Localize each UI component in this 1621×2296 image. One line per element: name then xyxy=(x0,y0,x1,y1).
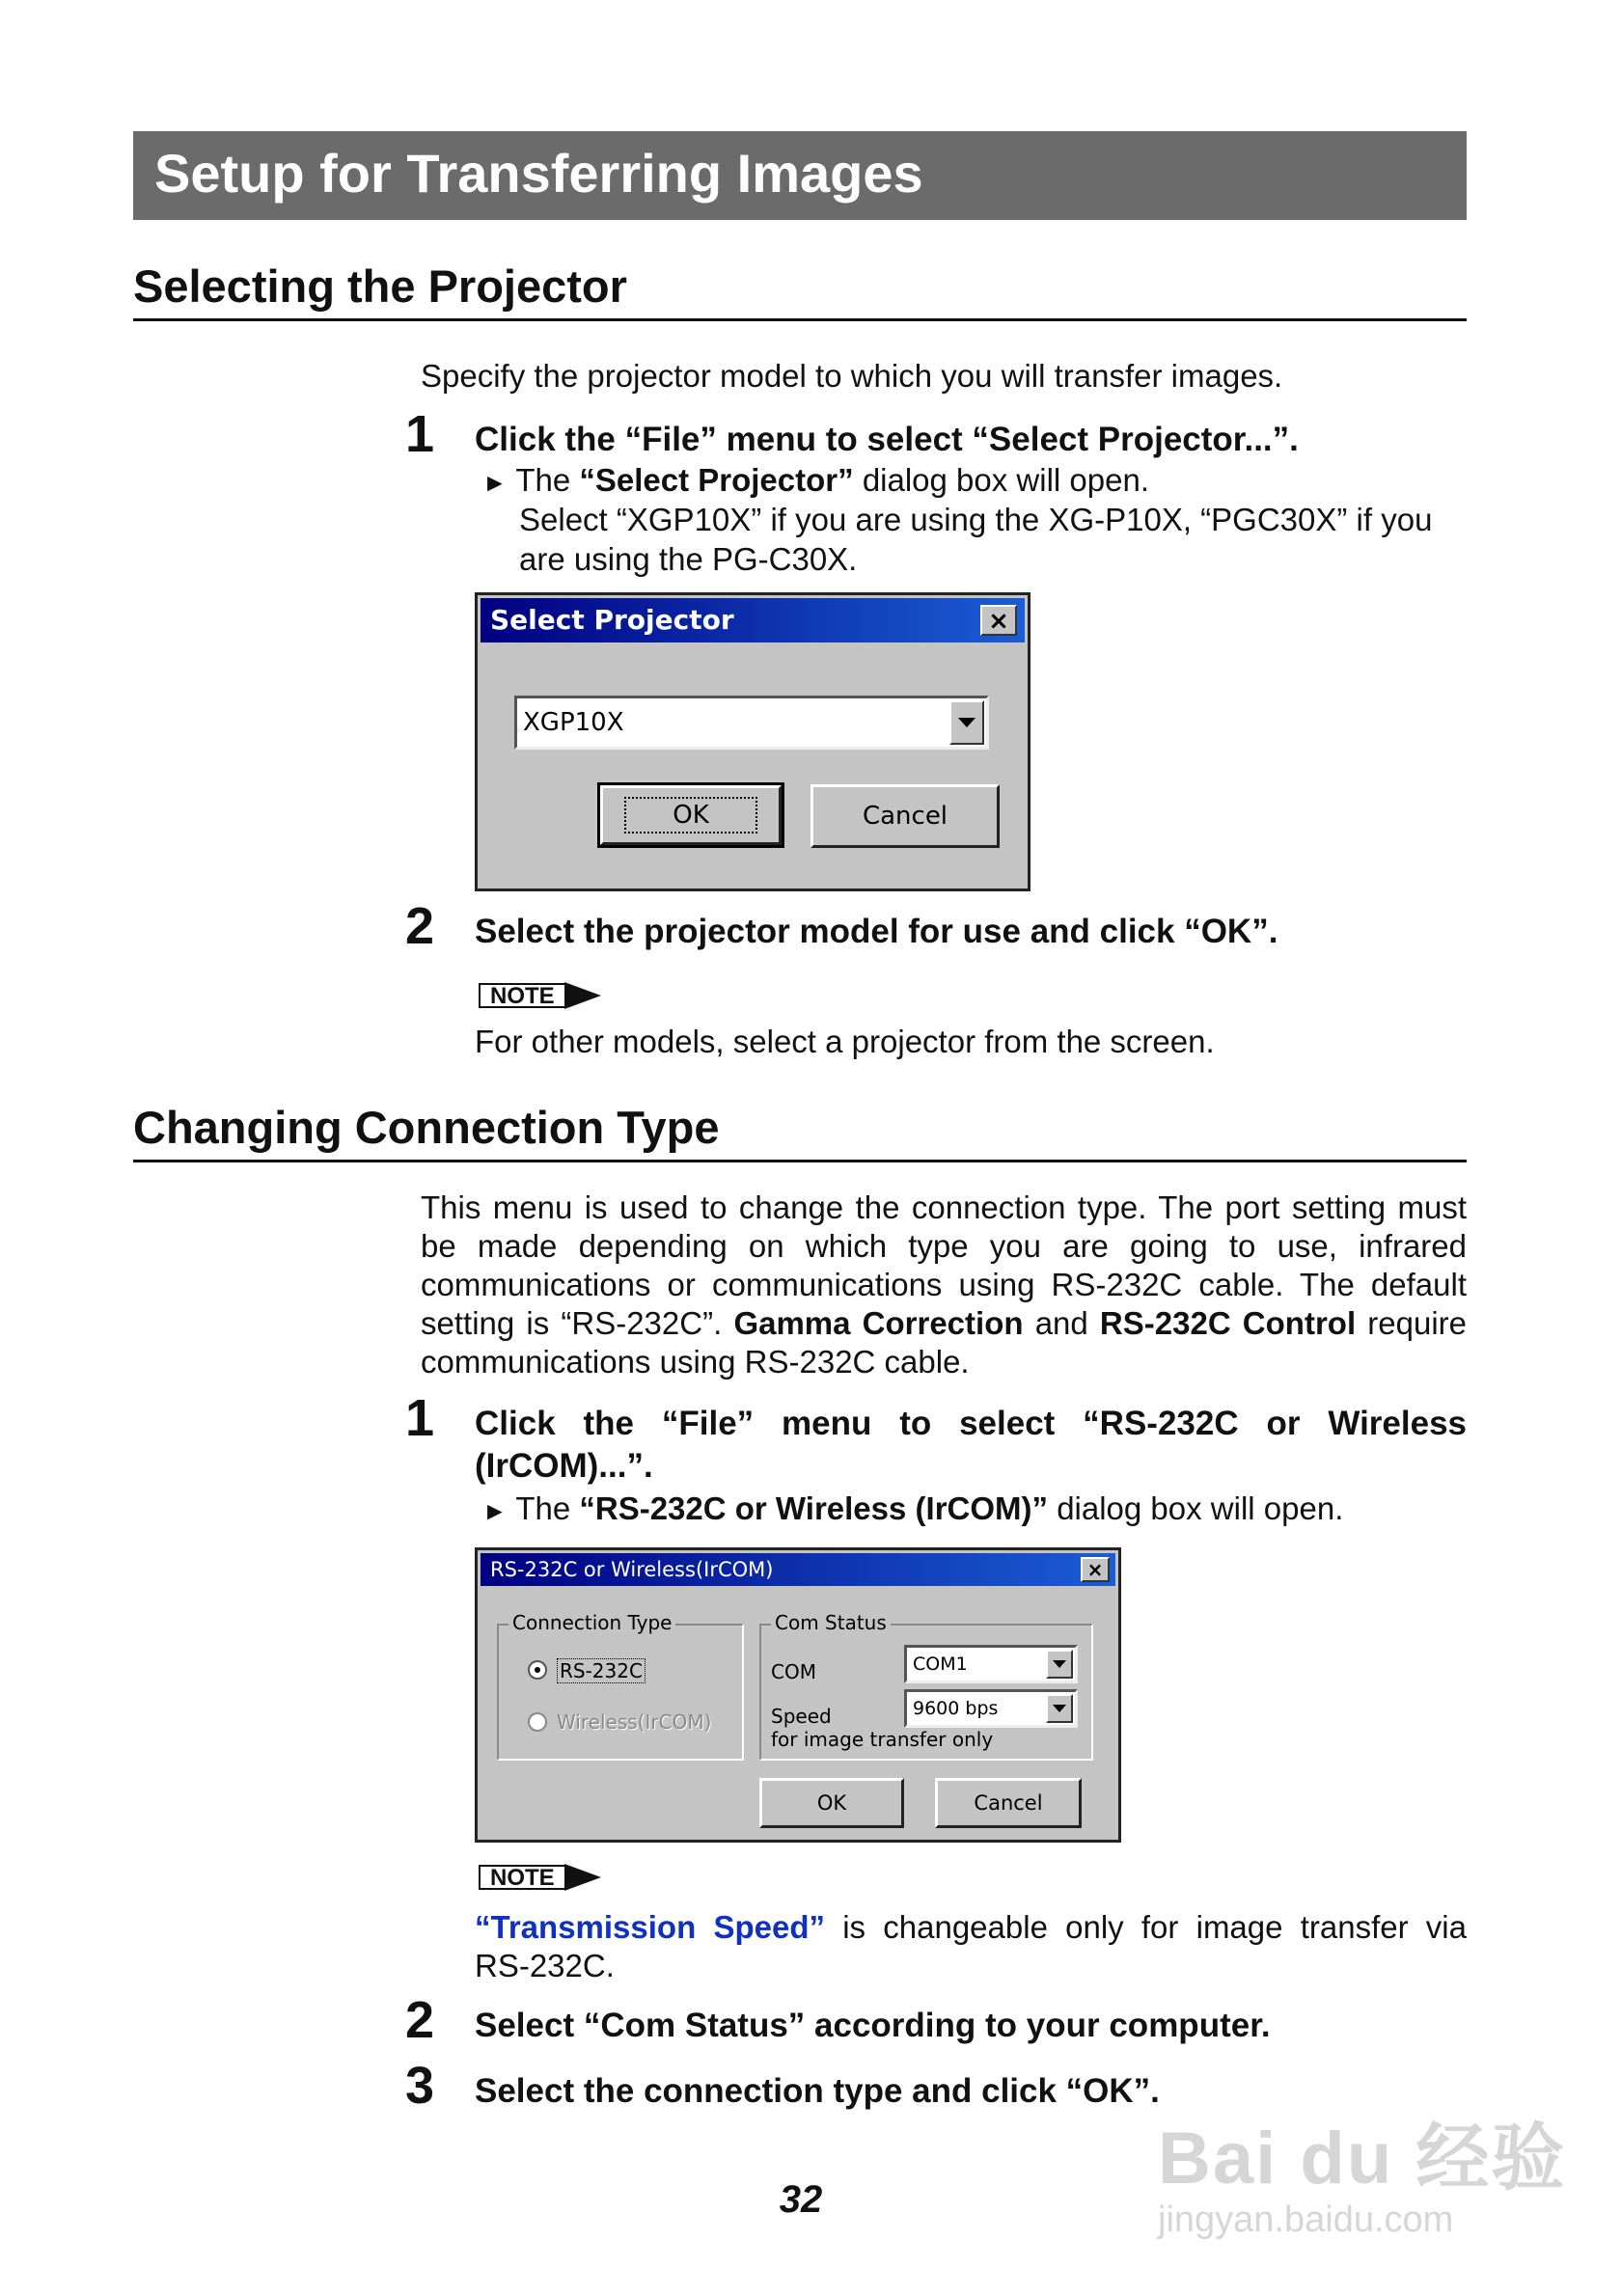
com-value: COM1 xyxy=(913,1654,968,1675)
dialog-titlebar xyxy=(481,598,1025,642)
section1-intro: Specify the projector model to which you will transfer images. xyxy=(421,358,1283,394)
step-number: 3 xyxy=(405,2057,435,2115)
section-heading-selecting-projector xyxy=(133,260,1467,321)
step-number: 2 xyxy=(405,897,435,955)
section-heading-connection-type xyxy=(133,1102,1467,1162)
step-result: ► The “RS-232C or Wireless (IrCOM)” dialog box will open. xyxy=(482,1490,1344,1526)
note-badge xyxy=(479,982,601,1009)
dialog-title: Select Projector xyxy=(490,604,734,636)
watermark-url: jingyan.baidu.com xyxy=(1158,2200,1454,2240)
speed-value: 9600 bps xyxy=(913,1698,999,1719)
note-text: “Transmission Speed” is changeable only for image transfer via xyxy=(475,1909,1467,1945)
com-status-group xyxy=(759,1611,1093,1761)
section2-paragraph: This menu is used to change the connection type. The port setting must be made depending on which type you are going to use, infrared communications or communications using RS-232C cable. The default setting is “RS-232C”. Gamma Correction and RS-232C Control require communications using RS-232C cable. xyxy=(421,1189,1468,1380)
com-select[interactable] xyxy=(904,1645,1078,1683)
dropdown-arrow-icon[interactable] xyxy=(1046,1650,1073,1679)
connection-type-group xyxy=(497,1611,744,1761)
step-instruction-cont: (IrCOM)...”. xyxy=(475,1447,653,1485)
step-number: 1 xyxy=(405,405,435,463)
step-instruction: Click the “File” menu to select “RS-232C or Wireless xyxy=(475,1405,1467,1442)
combo-value: XGP10X xyxy=(523,708,624,737)
page-banner xyxy=(133,131,1467,220)
step-number: 1 xyxy=(405,1389,435,1447)
note-text: For other models, select a projector from the screen. xyxy=(475,1024,1215,1059)
radio-rs232c[interactable] xyxy=(528,1660,547,1680)
radio-wireless[interactable] xyxy=(528,1712,547,1732)
projector-combo[interactable] xyxy=(514,696,989,750)
step-instruction: Select the projector model for use and click “OK”. xyxy=(475,913,1278,950)
note-badge xyxy=(479,1864,601,1891)
dialog-title: RS-232C or Wireless(IrCOM) xyxy=(490,1558,774,1581)
note-arrow-icon xyxy=(564,1864,601,1891)
step-detail-line: Select “XGP10X” if you are using the XG-P10X, “PGC30X” if you xyxy=(519,502,1433,537)
group-label: Connection Type xyxy=(508,1612,675,1633)
section2-title: Changing Connection Type xyxy=(133,1102,720,1153)
section1-title: Selecting the Projector xyxy=(133,260,627,312)
dialog-titlebar xyxy=(481,1553,1115,1586)
note-label: NOTE xyxy=(479,1865,566,1890)
banner-title: Setup for Transferring Images xyxy=(154,143,923,204)
rs232c-wireless-dialog xyxy=(475,1547,1121,1843)
dropdown-arrow-icon[interactable] xyxy=(1046,1694,1073,1723)
step-number: 2 xyxy=(405,1991,435,2049)
page-number: 32 xyxy=(779,2178,823,2221)
step-result: ► The “Select Projector” dialog box will open. xyxy=(482,462,1150,498)
step-instruction: Select “Com Status” according to your computer. xyxy=(475,2007,1271,2044)
step-instruction: Click the “File” menu to select “Select Projector...”. xyxy=(475,421,1299,458)
speed-select[interactable] xyxy=(904,1689,1078,1728)
group-label: Com Status xyxy=(771,1612,891,1633)
dropdown-arrow-icon[interactable] xyxy=(949,700,984,745)
cancel-button[interactable]: Cancel xyxy=(810,784,1000,848)
watermark-logo: Bai du 经验 xyxy=(1158,2118,1567,2200)
com-label: COM xyxy=(771,1660,816,1683)
radio-label-rs232c: RS-232C xyxy=(557,1658,646,1683)
arrow-icon: ► xyxy=(482,468,508,497)
radio-label-wireless: Wireless(IrCOM) xyxy=(557,1710,712,1734)
ok-button[interactable]: OK xyxy=(759,1778,904,1828)
ok-button[interactable]: OK xyxy=(600,785,782,845)
cancel-button[interactable]: Cancel xyxy=(935,1778,1082,1828)
step-detail-line: are using the PG-C30X. xyxy=(519,541,858,577)
close-icon[interactable]: × xyxy=(980,605,1017,636)
note-text-cont: RS-232C. xyxy=(475,1948,615,1983)
close-icon[interactable]: × xyxy=(1081,1557,1110,1582)
step-instruction: Select the connection type and click “OK”. xyxy=(475,2072,1160,2110)
select-projector-dialog xyxy=(475,592,1030,891)
note-label: NOTE xyxy=(479,983,566,1008)
speed-label: Speed xyxy=(771,1705,832,1728)
speed-note: for image transfer only xyxy=(771,1728,994,1751)
transmission-speed-link: “Transmission Speed” xyxy=(475,1909,825,1945)
note-arrow-icon xyxy=(564,982,601,1009)
arrow-icon: ► xyxy=(482,1496,508,1525)
